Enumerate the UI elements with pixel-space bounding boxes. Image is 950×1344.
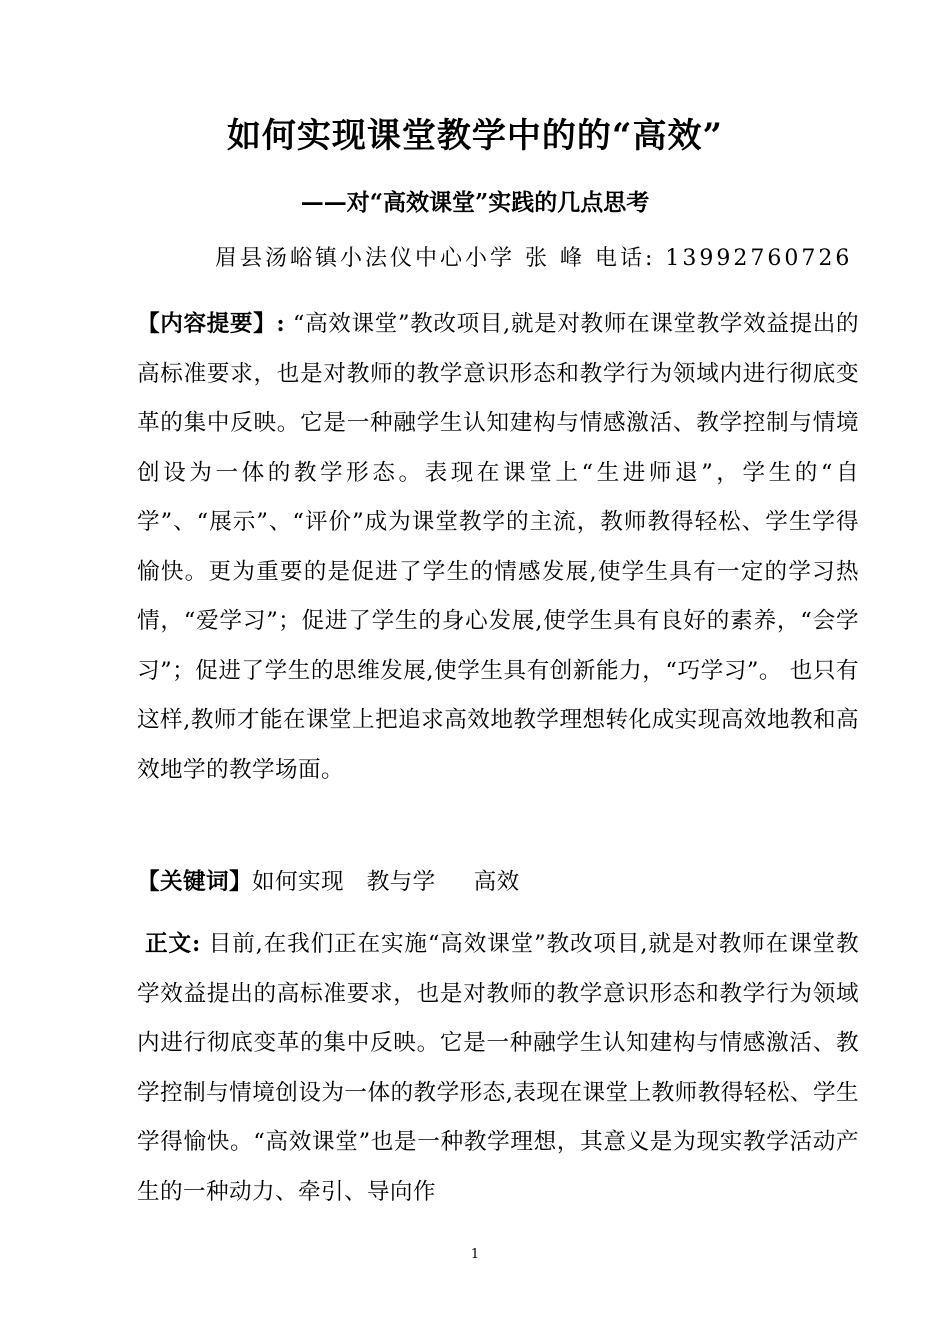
keywords-paragraph — [137, 858, 859, 908]
keywords-text: 如何实现 教与学 高效 — [251, 869, 520, 895]
author-line: 眉县汤峪镇小法仪中心小学 张 峰 电话: 13992760726 — [215, 246, 853, 271]
body-label: 正文: — [145, 931, 201, 957]
page-number: 1 — [470, 1247, 480, 1262]
keywords-label: 【关键词】 — [137, 869, 252, 895]
body-paragraph — [137, 920, 859, 1217]
document-title: 如何实现课堂教学中的的“高效” — [226, 116, 724, 156]
body-text: 目前,在我们正在实施“高效课堂”教改项目,就是对教师在课堂教学效益提出的高标准要求，也是对教师的教学意识形态和教学行为领域内进行彻底变革的集中反映。它是一种融学生认知建构与情感激活、教学控制与情境创设为一体的教学形态,表现在课堂上教师教得轻松、学生学得愉快。“高效课堂”也是一种教学理想，其意义是为现实教学活动产生的一种动力、牵引、导向作 — [137, 931, 859, 1205]
abstract-paragraph — [137, 300, 859, 795]
document-subtitle: ——对“高效课堂”实践的几点思考 — [300, 189, 650, 216]
abstract-separator: : — [276, 311, 286, 337]
abstract-text: “高效课堂”教改项目,就是对教师在课堂教学效益提出的高标准要求，也是对教师的教学意识形态和教学行为领域内进行彻底变革的集中反映。它是一种融学生认知建构与情感激活、教学控制与情境创设为一体的教学形态。表现在课堂上“生进师退”，学生的“自学”、“展示”、“评价”成为课堂教学的主流，教师教得轻松、学生学得愉快。更为重要的是促进了学生的情感发展,使学生具有一定的学习热情，“爱学习”；促进了学生的身心发展,使学生具有良好的素养，“会学习”；促进了学生的思维发展,使学生具有创新能力，“巧学习”。 也只有这样,教师才能在课堂上把追求高效地教学理想转化成实现高效地教和高效地学的教学场面。 — [137, 311, 859, 783]
abstract-label: 【内容提要】 — [137, 311, 277, 337]
